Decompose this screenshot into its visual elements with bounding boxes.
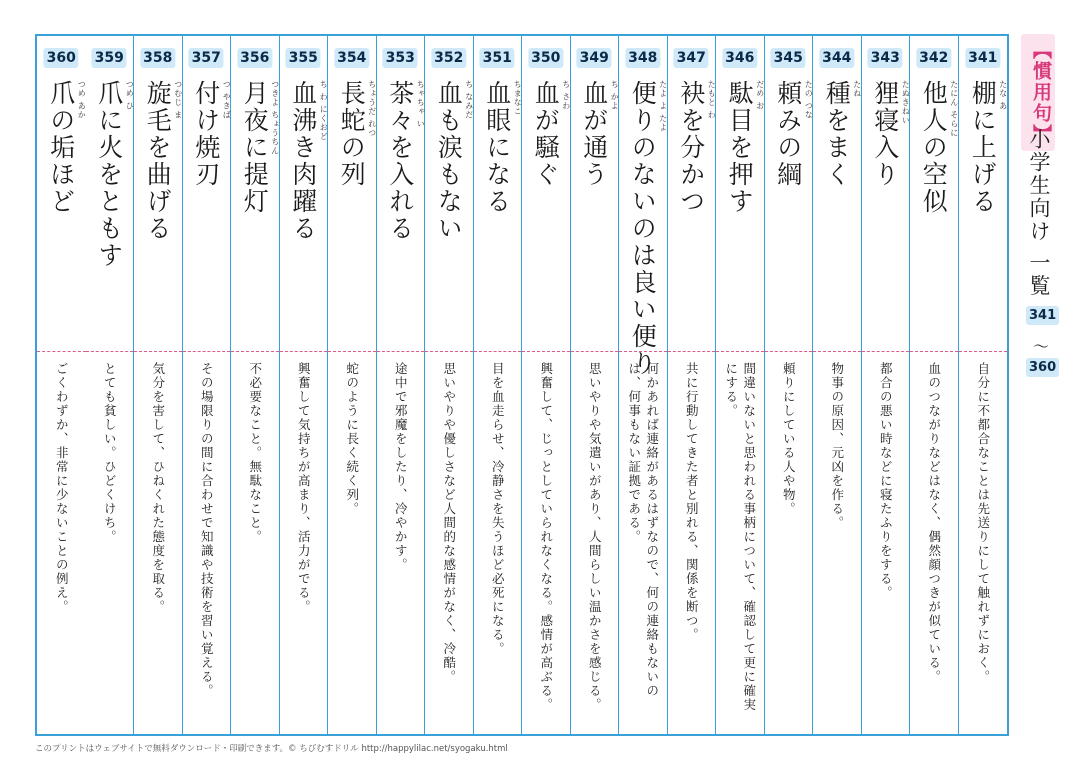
dashed-divider: [668, 351, 716, 352]
idiom-phrase: 旋毛を曲げる: [143, 80, 173, 242]
item-number: 349: [577, 48, 612, 68]
idiom-table: [35, 34, 1009, 736]
dashed-divider: [328, 351, 376, 352]
dashed-divider: [910, 351, 958, 352]
idiom-column: [862, 36, 911, 734]
item-number: 344: [819, 48, 854, 68]
dashed-divider: [862, 351, 910, 352]
idiom-phrase: 茶々を入れる: [385, 80, 415, 242]
item-number: 351: [480, 48, 515, 68]
idiom-phrase: 棚に上げる: [968, 80, 998, 215]
reading-ruby: つ やきば: [222, 80, 232, 120]
idiom-column: [425, 36, 474, 734]
idiom-phrase: 他人の空似: [919, 80, 949, 215]
idiom-column: [134, 36, 183, 734]
idiom-meaning: 思いやりや優しさなど人間的な感情がなく、冷酷。: [441, 362, 457, 684]
reading-ruby: ち わ にくおど: [319, 80, 329, 142]
item-number: 342: [916, 48, 951, 68]
dashed-divider: [474, 351, 522, 352]
reading-ruby: つめ あか: [77, 80, 87, 120]
dashed-divider: [765, 351, 813, 352]
idiom-phrase: 血が通う: [579, 80, 609, 188]
item-number: 348: [625, 48, 660, 68]
idiom-phrase: 血も涙もない: [434, 80, 464, 242]
idiom-column: [183, 36, 232, 734]
item-number: 341: [965, 48, 1000, 68]
idiom-phrase: 月夜に提灯: [240, 80, 270, 215]
idiom-meaning: 血のつながりなどはなく、偶然顔つきが似ている。: [926, 362, 942, 684]
item-number: 346: [722, 48, 757, 68]
reading-ruby: つめ ひ: [125, 80, 135, 111]
dashed-divider: [280, 351, 328, 352]
dashed-divider: [86, 351, 134, 352]
idiom-column: [280, 36, 329, 734]
idiom-meaning: 自分に不都合なことは先送りにして触れずにおく。: [975, 362, 991, 684]
dashed-divider: [571, 351, 619, 352]
dashed-divider: [134, 351, 182, 352]
idiom-meaning: 途中で邪魔をしたり、冷やかす。: [393, 362, 409, 572]
reading-ruby: つむじ ま: [173, 80, 183, 120]
idiom-phrase: 便りのないのは良い便り: [628, 80, 658, 377]
idiom-column: [328, 36, 377, 734]
item-number: 360: [44, 48, 79, 68]
reading-ruby: ち さわ: [561, 80, 571, 111]
dashed-divider: [37, 351, 86, 352]
item-number: 347: [674, 48, 709, 68]
footer-credit: このプリントはウェブサイトで無料ダウンロード・印刷できます。© ちびむすドリル http://happylilac.net/syogaku.html: [35, 744, 508, 754]
idiom-phrase: 爪の垢ほど: [46, 80, 76, 215]
item-number: 358: [140, 48, 175, 68]
idiom-phrase: 血が騒ぐ: [531, 80, 561, 188]
idiom-column: [619, 36, 668, 734]
reading-ruby: だめ お: [755, 80, 765, 111]
reading-ruby: ちょうだ れつ: [367, 80, 377, 138]
item-number: 352: [431, 48, 466, 68]
idiom-meaning: 目を血走らせ、冷静さを失うほど必死になる。: [490, 362, 506, 656]
idiom-column: [668, 36, 717, 734]
range-start-badge: 341: [1026, 306, 1059, 325]
idiom-phrase: 爪に火をともす: [94, 80, 124, 269]
idiom-phrase: 付け焼刃: [191, 80, 221, 188]
item-number: 345: [771, 48, 806, 68]
idiom-column: [959, 36, 1008, 734]
item-number: 356: [237, 48, 272, 68]
reading-ruby: たね: [852, 80, 862, 98]
idiom-meaning: 何かあれば連絡があるはずなので、何の連絡もないのは、何事もない証拠である。: [626, 362, 660, 698]
reading-ruby: つきよ ちょうちん: [270, 80, 280, 156]
category-badge: 【慣用句】: [1021, 34, 1055, 151]
idiom-column: [474, 36, 523, 734]
idiom-column: [571, 36, 620, 734]
idiom-phrase: 長蛇の列: [337, 80, 367, 188]
reading-ruby: ちゃちゃ い: [416, 80, 426, 129]
dashed-divider: [425, 351, 473, 352]
item-number: 343: [868, 48, 903, 68]
idiom-column: [522, 36, 571, 734]
idiom-meaning: 不必要なこと。無駄なこと。: [247, 362, 263, 544]
dashed-divider: [183, 351, 231, 352]
idiom-column: [910, 36, 959, 734]
idiom-phrase: 血眼になる: [482, 80, 512, 215]
range-end-badge: 360: [1026, 358, 1059, 377]
idiom-meaning: 思いやりや気遣いがあり、人間らしい温かさを感じる。: [587, 362, 603, 712]
reading-ruby: たよ よ たよ: [658, 80, 668, 133]
item-number: 357: [189, 48, 224, 68]
item-number: 355: [286, 48, 321, 68]
reading-ruby: ち なみだ: [464, 80, 474, 120]
idiom-meaning: 気分を害して、ひねくれた態度を取る。: [150, 362, 166, 614]
item-number: 354: [334, 48, 369, 68]
dashed-divider: [716, 351, 764, 352]
reading-ruby: たの つな: [804, 80, 814, 120]
idiom-phrase: 頼みの綱: [773, 80, 803, 188]
reading-ruby: ちまなこ: [513, 80, 523, 116]
reading-ruby: たな あ: [998, 80, 1008, 111]
idiom-meaning: ごくわずか、非常に少ないことの例え。: [54, 362, 70, 614]
idiom-phrase: 狸寝入り: [870, 80, 900, 188]
idiom-column: [377, 36, 426, 734]
idiom-meaning: 共に行動してきた者と別れる、関係を断つ。: [684, 362, 700, 642]
item-number: 353: [383, 48, 418, 68]
dashed-divider: [619, 351, 667, 352]
idiom-meaning: 興奮して、じっとしていられなくなる。感情が高ぶる。: [538, 362, 554, 712]
range-separator: 〜: [1033, 337, 1050, 356]
idiom-meaning: とても貧しい。ひどくけち。: [102, 362, 118, 544]
dashed-divider: [377, 351, 425, 352]
idiom-meaning: 興奮して気持ちが高まり、活力がでる。: [296, 362, 312, 614]
idiom-column: [231, 36, 280, 734]
idiom-meaning: 物事の原因、元凶を作る。: [829, 362, 845, 530]
idiom-phrase: 駄目を押す: [725, 80, 755, 215]
reading-ruby: たもと わ: [707, 80, 717, 120]
idiom-phrase: 血沸き肉躍る: [288, 80, 318, 242]
item-number: 350: [528, 48, 563, 68]
dashed-divider: [813, 351, 861, 352]
reading-ruby: たぬきねい: [901, 80, 911, 125]
dashed-divider: [231, 351, 279, 352]
idiom-meaning: 間違いないと思われる事柄について、確認して更に確実にする。: [723, 362, 757, 712]
idiom-phrase: 種をまく: [822, 80, 852, 188]
idiom-column: [716, 36, 765, 734]
idiom-column: [813, 36, 862, 734]
idiom-meaning: 頼りにしている人や物。: [781, 362, 797, 516]
idiom-phrase: 袂を分かつ: [676, 80, 706, 215]
dashed-divider: [522, 351, 570, 352]
item-number: 359: [92, 48, 127, 68]
dashed-divider: [959, 351, 1008, 352]
idiom-meaning: 都合の悪い時などに寝たふりをする。: [878, 362, 894, 600]
idiom-column: [86, 36, 135, 734]
reading-ruby: ち かよ: [610, 80, 620, 111]
idiom-meaning: 蛇のように長く続く列。: [344, 362, 360, 516]
idiom-column: [765, 36, 814, 734]
page-title: 小学生向け 一覧: [1027, 128, 1051, 298]
idiom-column: [37, 36, 86, 734]
reading-ruby: たにん そらに: [949, 80, 959, 138]
idiom-meaning: その場限りの間に合わせで知識や技術を習い覚える。: [199, 362, 215, 698]
